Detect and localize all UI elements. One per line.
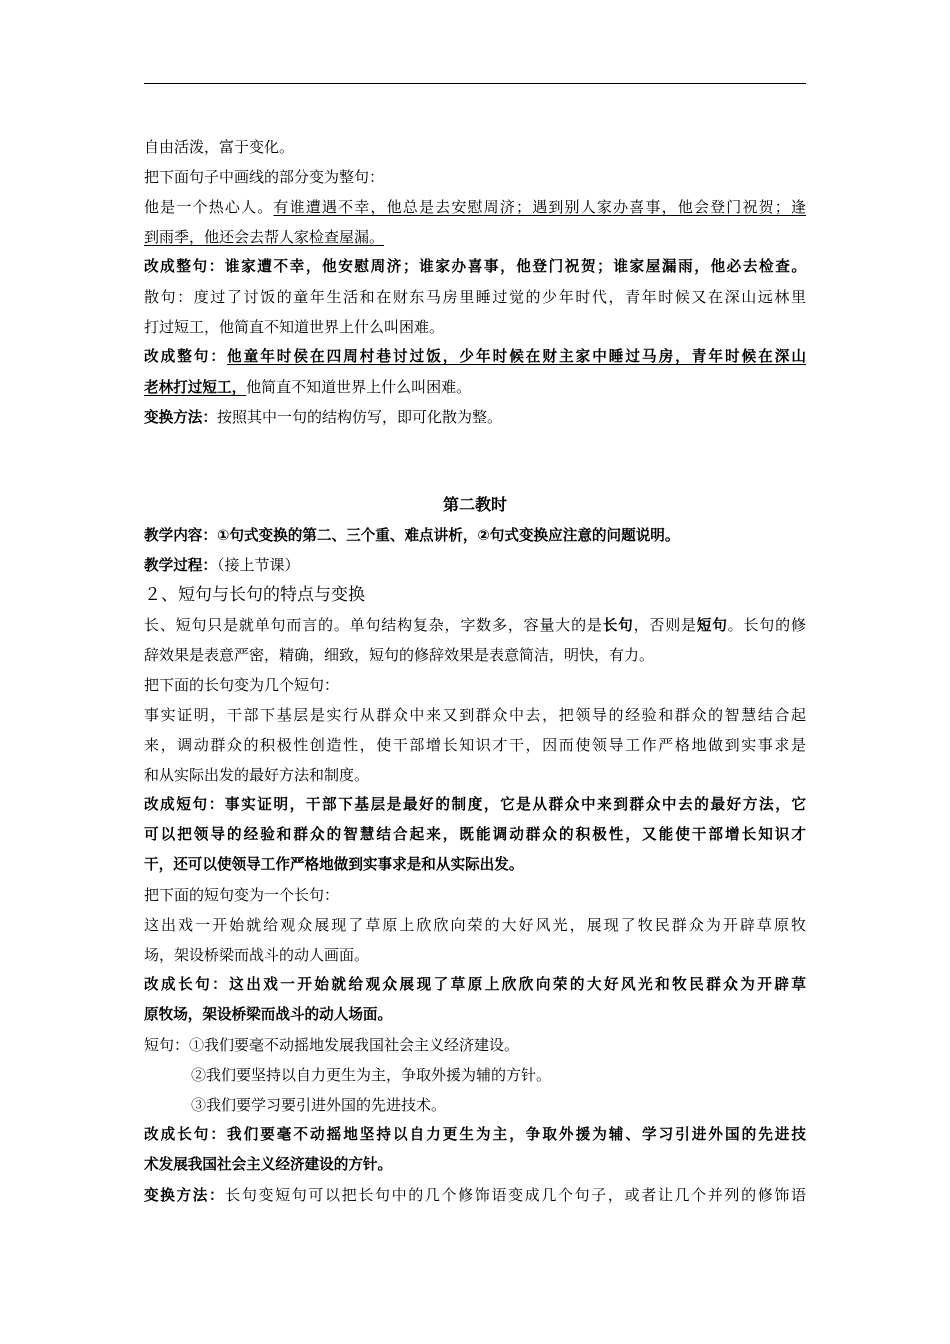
term-short: 短句	[696, 617, 728, 634]
scattered-sentence-cont: 打过短工，他简直不知道世界上什么叫困难。	[144, 318, 445, 336]
paragraph-line	[144, 610, 806, 640]
teach-process-text: （接上节课）	[216, 556, 300, 574]
instruction-line: 把下面的短句变为一个长句：	[144, 886, 340, 904]
method-label: 变换方法：	[144, 1187, 226, 1204]
section-title: 第二教时	[442, 495, 507, 514]
method-text: 长句变短句可以把长句中的几个修饰语变成几个句子，或者让几个并列的修饰语	[225, 1186, 806, 1204]
long-sentence-line: 事实证明，干部下基层是实行从群众中来又到群众中去，把领导的经验和群众的智慧结合起	[144, 706, 806, 724]
short-list-item: ②我们要坚持以自力更生为主，争取外援为辅的方针。	[191, 1066, 552, 1084]
para-text: 长、短句只是就单句而言的。单句结构复杂，字数多，容量大的是	[144, 616, 603, 634]
underlined-text: 到雨季，他还会去帮人家检查屋漏。	[144, 228, 385, 246]
example-sentence	[144, 192, 806, 222]
long-sentence-line: 来，调动群众的积极性创造性，使干部增长知识才干，因而使领导工作严格地做到实事求是	[144, 736, 806, 754]
subheading: ２、短句与长句的特点与变换	[144, 585, 365, 605]
example-prefix: 他是一个热心人。	[144, 198, 274, 216]
answer-line: 可以把领导的经验和群众的智慧结合起来，既能调动群众的积极性，又能使干部增长知识才	[144, 826, 806, 843]
answer-line: 改成长句：这出戏一开始就给观众展现了草原上欣欣向荣的大好风光和牧民群众为开辟草	[144, 976, 806, 993]
method-line	[144, 1180, 806, 1210]
short-list-item: ③我们要学习要引进外国的先进技术。	[191, 1096, 447, 1114]
instruction-line: 把下面句子中画线的部分变为整句：	[144, 168, 385, 186]
teach-content-text: 教学内容：①句式变换的第二、三个重、难点讲析，②句式变换应注意的问题说明。	[144, 527, 680, 544]
method-line	[144, 402, 806, 432]
spacer	[144, 432, 806, 490]
para-text: ，否则是	[633, 616, 697, 634]
text-line: 自由活泼，富于变化。	[144, 138, 295, 156]
para-text: 。长句的修	[727, 616, 806, 634]
underlined-answer: 他童年时侯在四周村巷讨过饭，少年时候在财主家中睡过马房，青年时候在深山	[227, 348, 806, 365]
method-label: 变换方法：	[144, 409, 217, 426]
answer-label: 改成整句：	[144, 348, 227, 365]
answer-line: 干，还可以使领导工作严格地做到实事求是和从实际出发。	[144, 856, 524, 873]
document-body	[144, 132, 806, 1210]
scattered-sentence: 散句：度过了讨饭的童年生活和在财东马房里睡过觉的少年时代，青年时候又在深山远林里	[144, 288, 806, 306]
header-rule	[144, 83, 806, 84]
answer-line-cont	[144, 372, 806, 402]
answer-line: 改成长句：我们要毫不动摇地坚持以自力更生为主，争取外援为辅、学习引进外国的先进技	[144, 1126, 806, 1143]
answer-line: 术发展我国社会主义经济建设的方针。	[144, 1156, 393, 1173]
instruction-line: 把下面的长句变为几个短句：	[144, 676, 340, 694]
term-long: 长句	[602, 617, 634, 634]
answer-line	[144, 342, 806, 372]
drama-line: 这出戏一开始就给观众展现了草原上欣欣向荣的大好风光，展现了牧民群众为开辟草原牧	[144, 916, 806, 934]
answer-rest: 他简直不知道世界上什么叫困难。	[246, 378, 472, 396]
underlined-answer: 老林打过短工，	[144, 379, 247, 396]
example-sentence-cont	[144, 222, 806, 252]
teach-process-label: 教学过程：	[144, 557, 217, 574]
answer-line: 改成整句：谁家遭不幸，他安慰周济；谁家办喜事，他登门祝贺；谁家屋漏雨，他必去检查。	[144, 258, 806, 275]
drama-line: 场，架设桥梁而战斗的动人画面。	[144, 946, 370, 964]
short-list-item: 短句：①我们要毫不动摇地发展我国社会主义经济建设。	[144, 1036, 520, 1054]
underlined-text: 有谁遭遇不幸，他总是去安慰周济；遇到别人家办喜事，他会登门祝贺；逢	[273, 198, 806, 216]
method-text: 按照其中一句的结构仿写，即可化散为整。	[216, 408, 502, 426]
teach-process	[144, 550, 806, 580]
answer-line: 改成短句：事实证明，干部下基层是最好的制度，它是从群众中来到群众中去的最好方法，它	[144, 796, 806, 813]
paragraph-line: 辞效果是表意严密，精确，细致，短句的修辞效果是表意简洁，明快，有力。	[144, 646, 655, 664]
teach-content	[144, 520, 806, 550]
long-sentence-line: 和从实际出发的最好方法和制度。	[144, 766, 370, 784]
answer-line: 原牧场，架设桥梁而战斗的动人场面。	[144, 1006, 393, 1023]
